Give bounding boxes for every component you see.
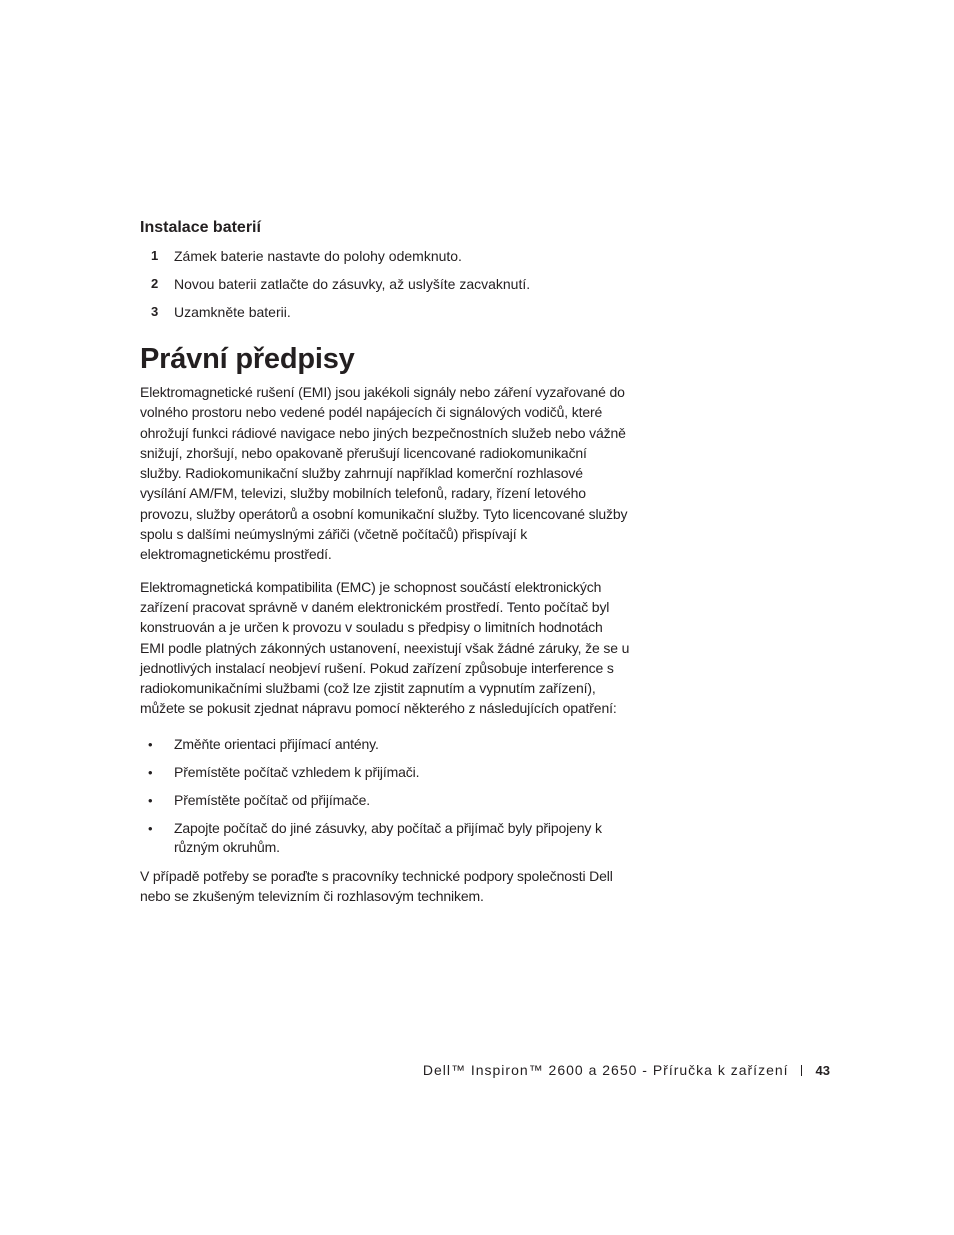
footer-divider (801, 1065, 802, 1076)
list-item (140, 302, 630, 322)
list-item (140, 246, 630, 266)
page-number: 43 (815, 1063, 830, 1078)
step-text: Uzamkněte baterii. (174, 304, 291, 320)
list-item (140, 274, 630, 294)
emi-paragraph: Elektromagnetické rušení (EMI) jsou jakékoli signály nebo záření vyzařované do volného prostoru nebo vedené podél napájecích či signálových vodičů, které ohrožují funkci rádiové navigace nebo jiných bezpečnostních služeb nebo vážně snižují, zhoršují, nebo opakovaně přerušují licencované radiokomunikační služby. Radiokomunikační služby zahrnují například komerční rozhlasové vysílání AM/FM, televizi, služby mobilních telefonů, radary, řízení letového provozu, služby operátorů a osobní komunikační služby. Tyto licencované služby spolu s dalšími neúmyslnými zářiči (včetně počítačů) přispívají k elektromagnetickému prostředí. (140, 384, 628, 563)
footer-text: Dell™ Inspiron™ 2600 a 2650 - Příručka k zařízení (422, 1062, 789, 1078)
bullet-icon: • (148, 792, 153, 808)
step-number: 3 (151, 304, 159, 319)
install-steps-list (140, 246, 630, 322)
bullet-text: Přemístěte počítač od přijímače. (174, 791, 370, 808)
step-text: Novou baterii zatlačte do zásuvky, až uslyšíte zacvaknutí. (174, 276, 531, 292)
measures-list (140, 735, 630, 857)
bullet-icon: • (148, 820, 153, 836)
bullet-icon: • (148, 736, 153, 752)
closing-paragraph: V případě potřeby se poraďte s pracovníky technické podpory společnosti Dell nebo se zkušeným televizním či rozhlasovým technikem. (140, 867, 613, 905)
step-number: 2 (151, 276, 159, 291)
step-text: Zámek baterie nastavte do polohy odemknuto. (174, 248, 462, 264)
install-heading: Instalace baterií (140, 219, 261, 236)
bullet-text: Změňte orientaci přijímací antény. (174, 735, 379, 752)
page-footer (423, 1061, 830, 1080)
list-item (140, 819, 630, 857)
list-item (140, 763, 630, 782)
bullet-icon: • (148, 764, 153, 780)
section-title: Právní předpisy (140, 343, 355, 375)
bullet-text: Zapojte počítač do jiné zásuvky, aby počítač a přijímač byly připojeny k různým okruhům. (174, 819, 602, 855)
list-item (140, 735, 630, 754)
bullet-text: Přemístěte počítač vzhledem k přijímači. (174, 763, 420, 780)
page-content (140, 218, 630, 918)
step-number: 1 (151, 248, 159, 263)
emc-paragraph: Elektromagnetická kompatibilita (EMC) je schopnost součástí elektronických zařízení pracovat správně v daném elektronickém prostředí. Tento počítač byl konstruován a je určen k provozu v souladu s předpisy o limitních hodnotách EMI podle platných zákonných ustanovení, neexistují však žádné záruky, že se u jednotlivých instalací neobjeví rušení. Pokud zařízení způsobuje interference s radiokomunikačními službami (což lze zjistit zapnutím a vypnutím zařízení), můžete se pokusit zjednat nápravu pomocí některého z následujících opatření: (140, 578, 630, 717)
list-item (140, 791, 630, 810)
